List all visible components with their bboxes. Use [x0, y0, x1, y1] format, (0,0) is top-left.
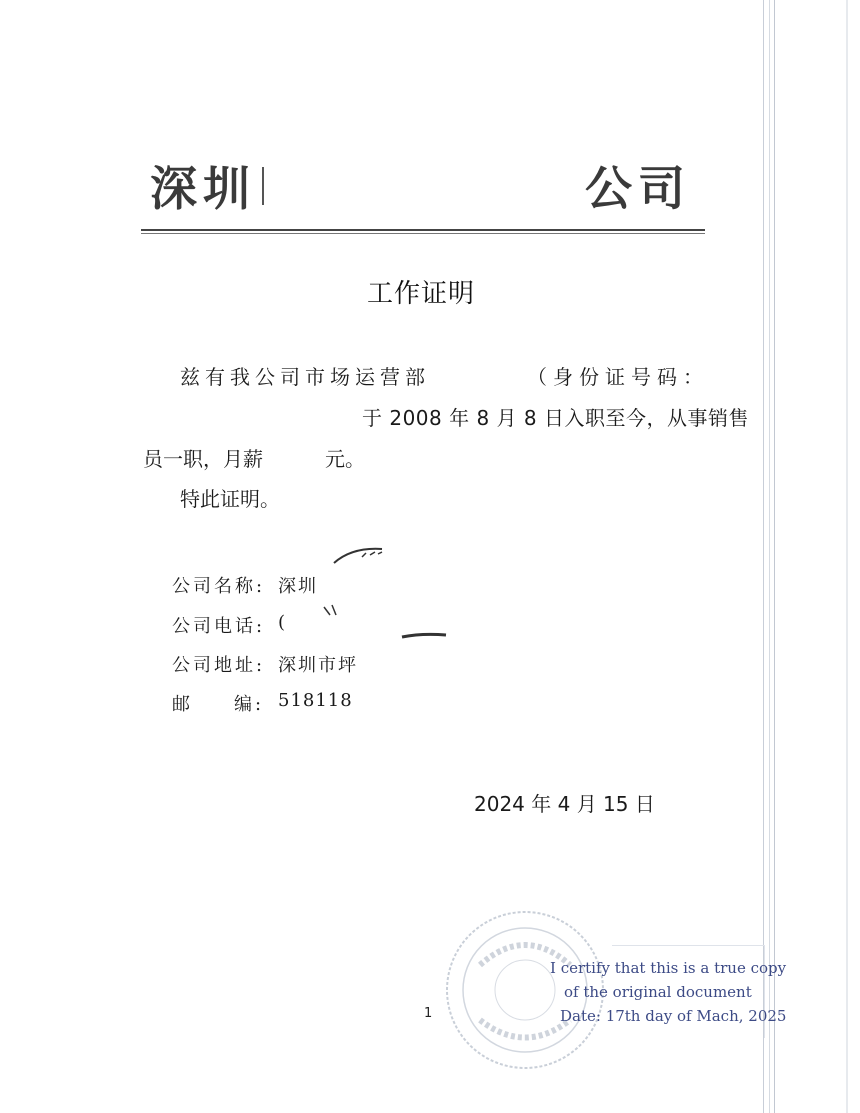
page-number: 1 — [424, 1006, 433, 1021]
body-line-3b: 元。 — [325, 447, 365, 471]
document-title: 工作证明 — [367, 279, 476, 309]
body-line-4: 特此证明。 — [180, 487, 280, 511]
body-line-1b: （身份证号码： — [527, 365, 709, 389]
company-phone-label: 公司电话: — [172, 616, 266, 637]
company-address-label: 公司地址: — [172, 655, 266, 676]
letterhead-divider — [262, 167, 264, 205]
scan-edge — [769, 0, 770, 1113]
postcode-label-a: 邮 — [172, 694, 190, 715]
certification-line-3: Date: 17th day of Mach, 2025 — [560, 1007, 787, 1025]
company-name-label: 公司名称: — [172, 576, 266, 597]
scan-edge — [846, 0, 848, 1113]
company-name-value: 深圳 — [278, 576, 318, 597]
body-line-3a: 员一职，月薪 — [143, 447, 263, 471]
document-date: 2024 年 4 月 15 日 — [474, 792, 655, 816]
certification-line-2: of the original document — [564, 983, 752, 1001]
body-line-1a: 兹有我公司市场运营部 — [180, 365, 430, 389]
postcode-value: 518118 — [278, 690, 353, 711]
letterhead-company-right: 公司 — [585, 162, 691, 217]
postcode-label-b: 编: — [234, 694, 265, 715]
company-phone-value: ( — [278, 612, 286, 633]
letterhead-rule — [141, 229, 705, 231]
body-line-2: 于 2008 年 8 月 8 日入职至今，从事销售 — [362, 406, 749, 430]
letterhead-company-left: 深圳 — [150, 162, 256, 217]
company-address-value: 深圳市坪 — [278, 655, 358, 676]
scan-edge — [774, 0, 775, 1113]
certification-line-1: I certify that this is a true copy — [550, 959, 787, 977]
stamp-fragment — [322, 535, 462, 645]
letterhead-rule — [141, 233, 705, 234]
